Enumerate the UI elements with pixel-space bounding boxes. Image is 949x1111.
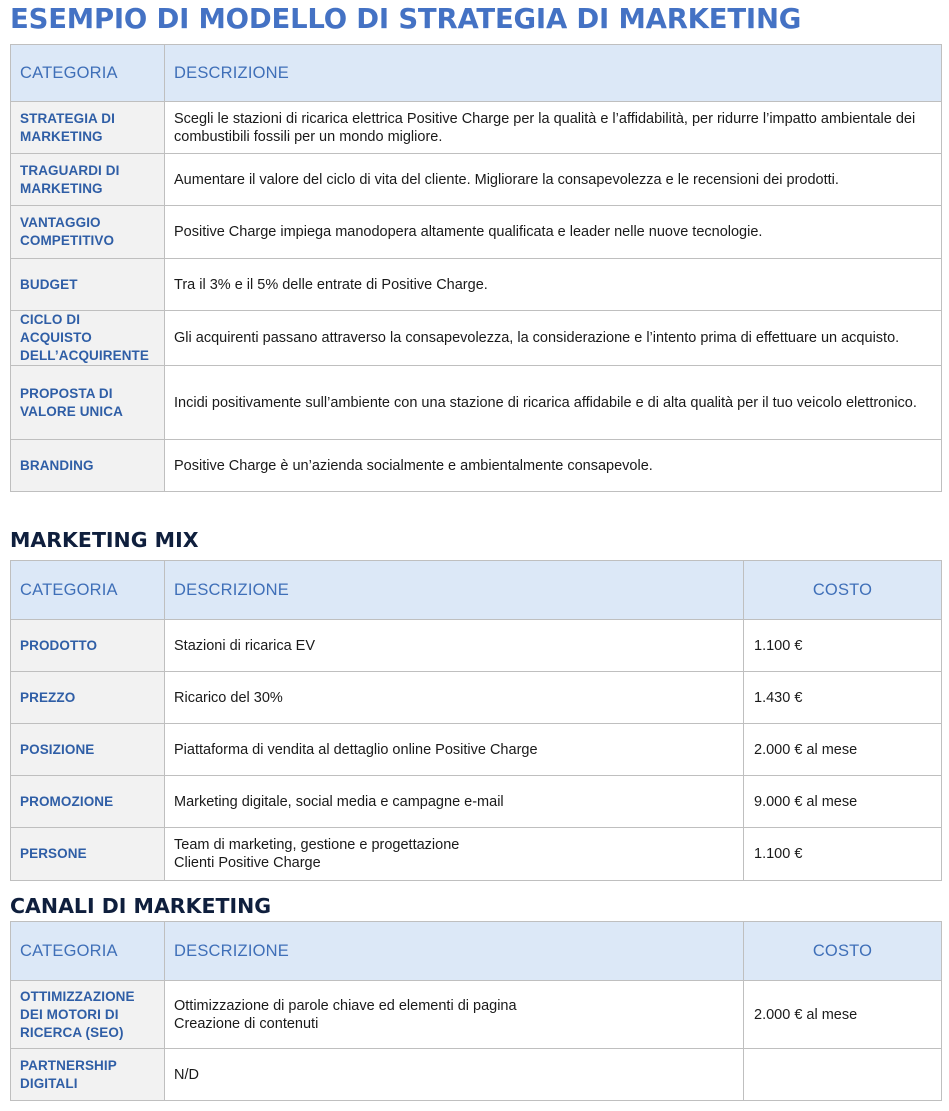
- row-description: Stazioni di ricarica EV: [165, 620, 744, 672]
- category-header: CATEGORIA: [11, 45, 165, 102]
- row-description: Gli acquirenti passano attraverso la consapevolezza, la considerazione e l’intento prima di effettuare un acquisto.: [165, 311, 942, 366]
- description-header: DESCRIZIONE: [165, 45, 942, 102]
- description-header: DESCRIZIONE: [165, 922, 744, 981]
- table-row: [11, 672, 942, 724]
- table-header-row: [11, 922, 942, 981]
- marketing-mix-title: MARKETING MIX: [10, 528, 199, 552]
- row-cost: 2.000 € al mese: [744, 981, 942, 1049]
- row-category: CICLO DI ACQUISTO DELL’ACQUIRENTE: [11, 311, 165, 366]
- row-description: Aumentare il valore del ciclo di vita del cliente. Migliorare la consapevolezza e le recensioni dei prodotti.: [165, 154, 942, 206]
- marketing-channels-title: CANALI DI MARKETING: [10, 894, 272, 918]
- table-row: [11, 1049, 942, 1101]
- row-category: TRAGUARDI DI MARKETING: [11, 154, 165, 206]
- row-category: PREZZO: [11, 672, 165, 724]
- row-category: PRODOTTO: [11, 620, 165, 672]
- category-header: CATEGORIA: [11, 922, 165, 981]
- row-description: Scegli le stazioni di ricarica elettrica Positive Charge per la qualità e l’affidabilità, per ridurre l’impatto ambientale dei combustibili fossili per un mondo migliore.: [165, 102, 942, 154]
- row-description: Tra il 3% e il 5% delle entrate di Positive Charge.: [165, 259, 942, 311]
- table-row: [11, 828, 942, 881]
- table-header-row: [11, 45, 942, 102]
- row-category: PROMOZIONE: [11, 776, 165, 828]
- row-description: Incidi positivamente sull’ambiente con una stazione di ricarica affidabile e di alta qualità per il tuo veicolo elettronico.: [165, 366, 942, 440]
- row-category: POSIZIONE: [11, 724, 165, 776]
- row-description: Marketing digitale, social media e campagne e-mail: [165, 776, 744, 828]
- row-cost: 2.000 € al mese: [744, 724, 942, 776]
- row-description: Positive Charge è un’azienda socialmente e ambientalmente consapevole.: [165, 440, 942, 492]
- table-row: [11, 981, 942, 1049]
- row-cost: 1.100 €: [744, 828, 942, 881]
- row-cost: 9.000 € al mese: [744, 776, 942, 828]
- table-row: [11, 259, 942, 311]
- row-category: VANTAGGIO COMPETITIVO: [11, 206, 165, 259]
- table-row: [11, 724, 942, 776]
- marketing-mix-table: [10, 560, 942, 881]
- row-description: Piattaforma di vendita al dettaglio online Positive Charge: [165, 724, 744, 776]
- row-category: PROPOSTA DI VALORE UNICA: [11, 366, 165, 440]
- row-description: Ottimizzazione di parole chiave ed elementi di pagina Creazione di contenuti: [165, 981, 744, 1049]
- table-row: [11, 154, 942, 206]
- table-row: [11, 366, 942, 440]
- row-category: PERSONE: [11, 828, 165, 881]
- row-cost: [744, 1049, 942, 1101]
- row-category: STRATEGIA DI MARKETING: [11, 102, 165, 154]
- table-row: [11, 206, 942, 259]
- row-cost: 1.100 €: [744, 620, 942, 672]
- table-row: [11, 102, 942, 154]
- row-cost: 1.430 €: [744, 672, 942, 724]
- row-description: Team di marketing, gestione e progettazione Clienti Positive Charge: [165, 828, 744, 881]
- row-category: BRANDING: [11, 440, 165, 492]
- marketing-channels-table: [10, 921, 942, 1101]
- table-row: [11, 440, 942, 492]
- strategy-table: [10, 44, 942, 492]
- cost-header: COSTO: [744, 922, 942, 981]
- category-header: CATEGORIA: [11, 561, 165, 620]
- row-category: PARTNERSHIP DIGITALI: [11, 1049, 165, 1101]
- row-category: BUDGET: [11, 259, 165, 311]
- row-description: Positive Charge impiega manodopera altamente qualificata e leader nelle nuove tecnologie.: [165, 206, 942, 259]
- page-title: ESEMPIO DI MODELLO DI STRATEGIA DI MARKETING: [10, 3, 802, 35]
- row-category: OTTIMIZZAZIONE DEI MOTORI DI RICERCA (SEO): [11, 981, 165, 1049]
- cost-header: COSTO: [744, 561, 942, 620]
- table-row: [11, 620, 942, 672]
- table-header-row: [11, 561, 942, 620]
- table-row: [11, 311, 942, 366]
- description-header: DESCRIZIONE: [165, 561, 744, 620]
- row-description: Ricarico del 30%: [165, 672, 744, 724]
- row-description: N/D: [165, 1049, 744, 1101]
- table-row: [11, 776, 942, 828]
